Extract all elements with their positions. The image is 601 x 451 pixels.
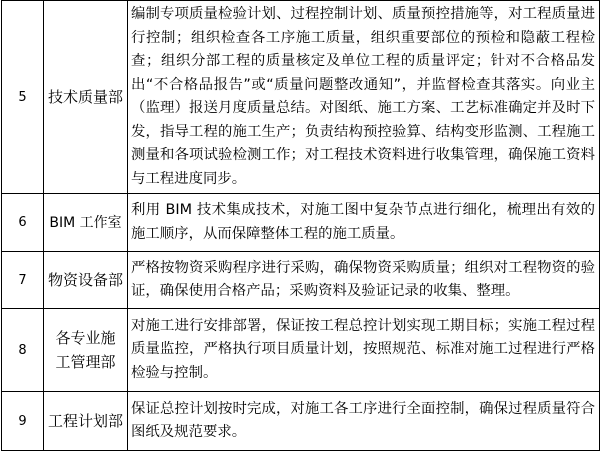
responsibility-text: 利用 BIM 技术集成技术，对施工图中复杂节点进行细化，梳理出有效的施工顺序，从而保障整体工程的施工质量。 [128, 194, 600, 252]
responsibility-table [1, 0, 600, 451]
department-name [44, 194, 128, 252]
responsibility-text: 保证总控计划按时完成，对施工各工序进行全面控制，确保过程质量符合图纸及规范要求。 [128, 392, 600, 451]
table-row [2, 392, 600, 451]
department-name [44, 1, 128, 194]
department-name [44, 309, 128, 392]
department-label: BIM 工作室 [49, 214, 122, 231]
department-label: 技术质量部 [47, 87, 123, 106]
table-row [2, 309, 600, 392]
department-name [44, 392, 128, 451]
row-number: 7 [2, 252, 44, 309]
row-number: 5 [2, 1, 44, 194]
responsibility-text: 严格按物资采购程序进行采购，确保物资采购质量；组织对工程物资的验证，确保使用合格产品；采购资料及验证记录的收集、整理。 [128, 252, 600, 309]
table-row [2, 252, 600, 309]
row-number: 8 [2, 309, 44, 392]
department-name [44, 252, 128, 309]
department-label: 工程计划部 [47, 411, 123, 430]
row-number: 9 [2, 392, 44, 451]
table-row [2, 194, 600, 252]
row-number: 6 [2, 194, 44, 252]
responsibility-text: 对施工进行安排部署，保证按工程总控计划实现工期目标；实施工程过程质量监控，严格执行项目质量计划，按照规范、标准对施工过程进行严格检验与控制。 [128, 309, 600, 392]
department-label: 各专业施工管理部 [55, 329, 116, 371]
department-label: 物资设备部 [47, 270, 123, 289]
responsibility-text: 编制专项质量检验计划、过程控制计划、质量预控措施等，对工程质量进行控制；组织检查各工序施工质量，组织重要部位的预检和隐蔽工程检查；组织分部工程的质量核定及单位工程的质量评定；针对不合格品发出“不合格品报告”或“质量问题整改通知”，并监督检查其落实。向业主（监理）报送月度质量总结。对图纸、施工方案、工艺标准确定并及时下发，指导工程的施工生产；负责结构预控验算、结构变形监测、工程施工测量和各项试验检测工作；对工程技术资料进行收集管理，确保施工资料与工程进度同步。 [128, 1, 600, 194]
table-row [2, 1, 600, 194]
